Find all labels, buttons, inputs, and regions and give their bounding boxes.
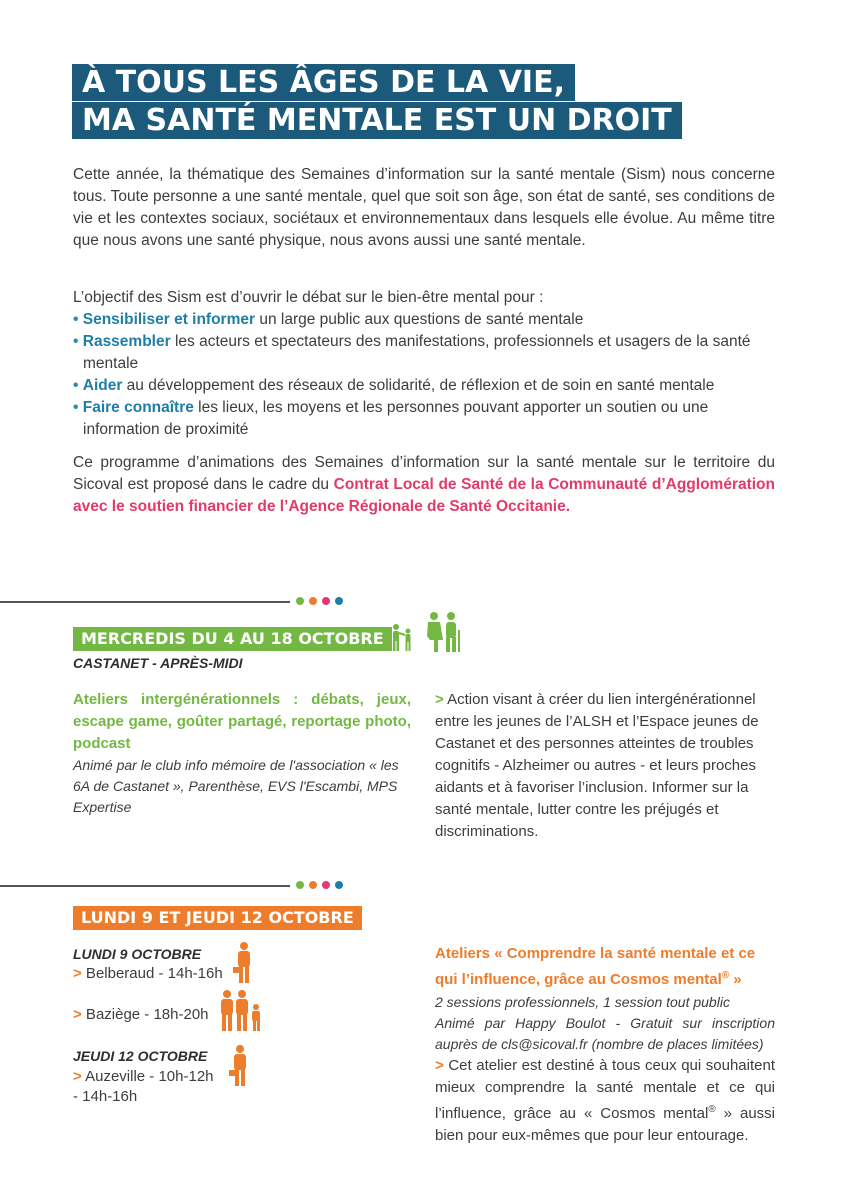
workshop-title: Ateliers intergénérationnels : débats, jeux, escape game, goûter partagé, reportage photo, podcast <box>73 691 411 752</box>
objectives-block <box>73 287 775 441</box>
program-text: Ce programme d’animations des Semaines d’information sur la santé mentale sur le territoire du Sicoval est proposé dans le cadre du <box>73 454 775 493</box>
objective-bullet: • Rassembler les acteurs et spectateurs des manifestations, professionnels et usagers de la santé mentale <box>73 333 751 372</box>
title-line-2: MA SANTÉ MENTALE EST UN DROIT <box>72 102 682 139</box>
section-divider <box>0 885 290 887</box>
section-date-tag: LUNDI 9 ET JEUDI 12 OCTOBRE <box>73 906 362 930</box>
day-label: LUNDI 9 OCTOBRE <box>73 946 202 962</box>
right-column <box>435 689 775 843</box>
workshop-description: > Cet atelier est destiné à tous ceux qui souhaitent mieux comprendre la santé mentale et ce qui l’influence, grâce au « Cosmos mental® » aussi bien pour eux-mêmes que pour leur entourage. <box>435 1057 776 1144</box>
section-location: CASTANET - APRÈS-MIDI <box>73 655 243 671</box>
day-label: JEUDI 12 OCTOBRE <box>73 1048 208 1064</box>
program-highlight: Contrat Local de Santé de la Communauté d’Agglomération avec le soutien financier de l’Agence Régionale de Santé Occitanie. <box>73 476 775 515</box>
workshop-sessions: 2 sessions professionnels, 1 session tout public <box>435 994 730 1010</box>
program-paragraph <box>73 452 775 518</box>
objectives-lead: L’objectif des Sism est d’ouvrir le débat sur le bien-être mental pour : <box>73 289 544 306</box>
workshop-organizer: Animé par Happy Boulot - Gratuit sur inscription auprès de cls@sicoval.fr (nombre de places limitées) <box>435 1015 775 1052</box>
divider-dots <box>296 597 343 605</box>
professional-person-icon <box>228 1044 252 1088</box>
section-date-tag: MERCREDIS DU 4 AU 18 OCTOBRE <box>73 627 392 651</box>
family-icon <box>388 622 416 654</box>
title-line-1: À TOUS LES ÂGES DE LA VIE, <box>72 64 575 101</box>
workshop-title: Ateliers « Comprendre la santé mentale et ce qui l’influence, grâce au Cosmos mental® » <box>435 945 756 988</box>
intro-paragraph: Cette année, la thématique des Semaines d’information sur la santé mentale (Sism) nous concerne tous. Toute personne a une santé mentale, quel que soit son âge, son état de santé, ses conditions de vie et les contextes sociaux, sociétaux et environnementaux dans lesquels elle évolue. Au même titre que nous avons une santé physique, nous avons aussi une santé mentale. <box>73 166 775 249</box>
arrow-marker: > <box>435 691 444 708</box>
workshop-description: Action visant à créer du lien intergénérationnel entre les jeunes de l’ALSH et l’Espace jeunes de Castanet et des personnes atteintes de troubles cognitifs - Alzheimer ou autres - et leurs proches aidants et à favoriser l’inclusion. Informer sur la santé mentale, lutter contre les préjugés et discriminations. <box>435 691 759 840</box>
workshop-organizers: Animé par le club info mémoire de l'association « les 6A de Castanet », Parenthèse, EVS l'Escambi, MPS Expertise <box>73 757 399 815</box>
session-line: > Belberaud - 14h-16h <box>73 965 223 982</box>
section-divider <box>0 601 290 603</box>
session-line: > Auzeville - 10h-12h <box>73 1068 214 1085</box>
objective-bullet: • Aider au développement des réseaux de solidarité, de réflexion et de soin en santé mentale <box>73 377 715 394</box>
session-line: > Baziège - 18h-20h <box>73 1006 209 1023</box>
objective-bullet: • Sensibiliser et informer un large public aux questions de santé mentale <box>73 311 584 328</box>
family-group-icon <box>218 989 264 1033</box>
session-line: - 14h-16h <box>73 1088 138 1105</box>
divider-dots <box>296 881 343 889</box>
elderly-couple-icon <box>423 610 463 654</box>
objective-bullet: • Faire connaître les lieux, les moyens et les personnes pouvant apporter un soutien ou une information de proximité <box>73 399 709 438</box>
professional-person-icon <box>232 941 256 985</box>
workshop-details <box>435 943 775 1147</box>
left-column <box>73 689 411 818</box>
